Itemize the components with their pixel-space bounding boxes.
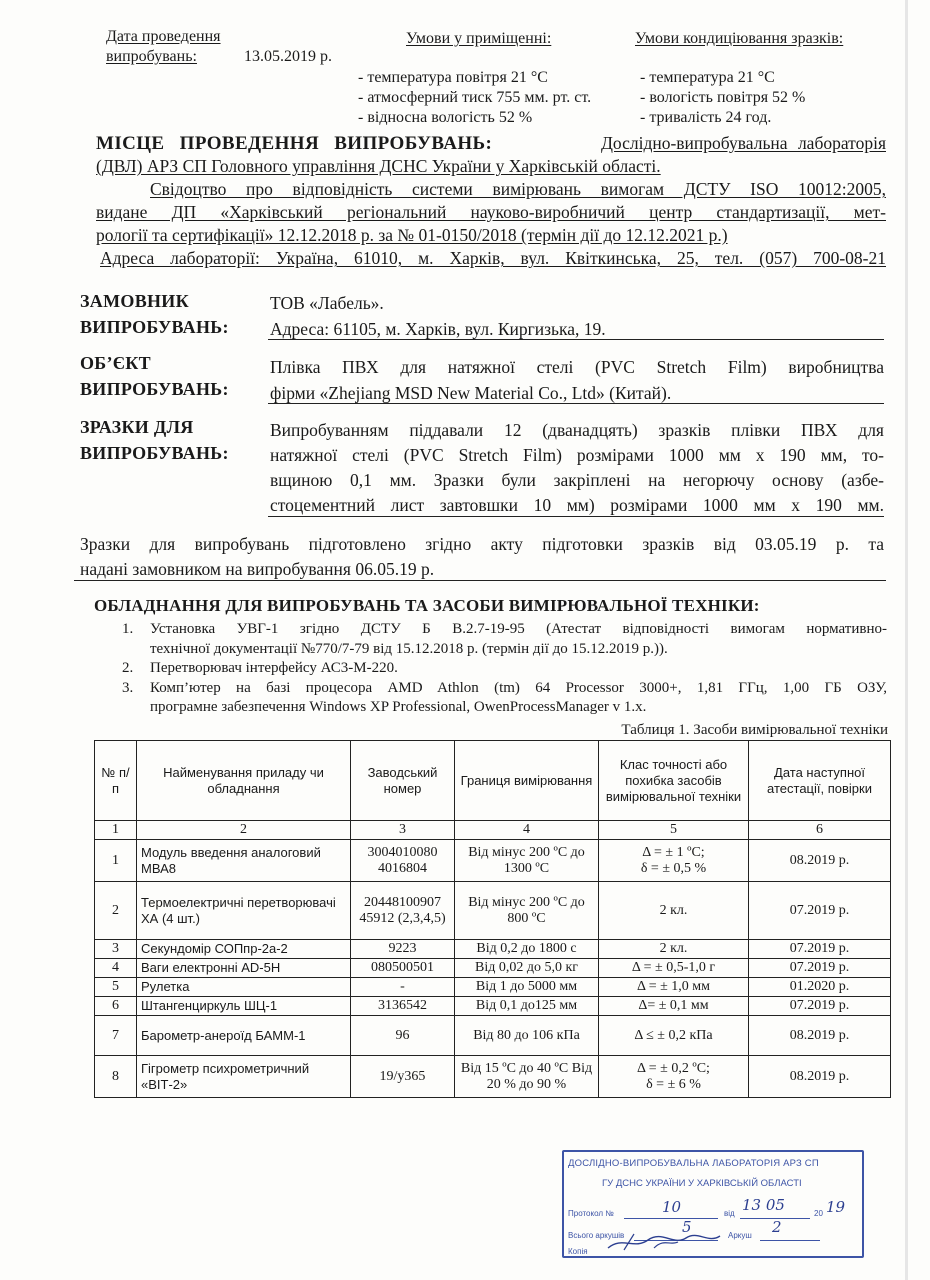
header-cell: Найменування приладу чи обладнання	[137, 741, 351, 821]
test-date: 13.05.2019 р.	[244, 48, 332, 65]
stamp-sheets-label: Всього аркушів	[568, 1231, 625, 1240]
conditioning-list	[640, 68, 805, 128]
room-temp: - температура повітря 21 °С	[358, 69, 548, 86]
stamp-from-label: від	[724, 1209, 735, 1218]
table-row: 1 Модуль введення аналоговий МВА8 3004010080 4016804 Від мінус 200 ºС до 1300 ºС Δ = ± 1 ºС; δ = ± 0,5 % 08.2019 р.	[95, 840, 891, 882]
stamp-year: 19	[826, 1198, 846, 1216]
cond-duration: - тривалість 24 год.	[640, 109, 772, 126]
stamp-date: 13 05	[742, 1196, 785, 1214]
table-row: 5 Рулетка - Від 1 до 5000 мм Δ = ± 1,0 мм 01.2020 р.	[95, 978, 891, 997]
lab-address: Адреса лабораторії: Україна, 61010, м. Харків, вул. Квіткинська, 25, тел. (057) 700-08-21	[100, 248, 886, 268]
samples-label: ЗРАЗКИ ДЛЯ ВИПРОБУВАНЬ:	[80, 417, 229, 463]
date-label-2: випробувань:	[106, 48, 197, 65]
table-number-row: 1 2 3 4 5 6	[95, 821, 891, 840]
scan-edge	[905, 0, 908, 1280]
room-conditions-list	[358, 68, 591, 128]
place-text-2: (ДВЛ) АРЗ СП Головного управління ДСНС України у Харківській області.	[96, 156, 661, 176]
stamp-protocol-number: 10	[662, 1198, 682, 1216]
conditioning-title: Умови кондиціювання зразків:	[635, 30, 844, 47]
stamp-line-2: ГУ ДСНС УКРАЇНИ У ХАРКІВСЬКІЙ ОБЛАСТІ	[602, 1178, 802, 1189]
instruments-table	[94, 740, 891, 1098]
object-line-1: Плівка ПВХ для натяжної стелі (PVC Stretch Film) виробництва	[270, 357, 884, 377]
stamp-year-prefix: 20	[814, 1209, 823, 1218]
place-block	[96, 132, 886, 270]
table-row: 6 Штангенциркуль ШЦ-1 3136542 Від 0,1 до125 мм Δ= ± 0,1 мм 07.2019 р.	[95, 997, 891, 1016]
object-text	[270, 354, 884, 406]
equipment-item-3: Комп’ютер на базі процесора AMD Athlon (tm) 64 Processor 3000+, 1,81 ГГц, 1,00 ГБ ОЗУ,	[150, 679, 887, 696]
samples-line-2: натяжної стелі (PVC Stretch Film) розмірами 1000 мм х 190 мм, то-	[270, 445, 884, 465]
cert-line-2: видане ДП «Харківський регіональний науково-виробничий центр стандартизації, мет-	[96, 202, 886, 222]
room-conditions-title: Умови у приміщенні:	[406, 30, 552, 47]
samples-line-3: вщиною 0,1 мм. Зразки були закріплені на негорючу основу (азбе-	[270, 470, 884, 490]
prep-text	[80, 532, 884, 582]
room-humidity: - відносна вологість 52 %	[358, 109, 533, 126]
customer-name: ТОВ «Лабель».	[270, 293, 384, 313]
customer-address: Адреса: 61105, м. Харків, вул. Киргизька, 19.	[270, 319, 606, 339]
cert-line-1: Свідоцтво про відповідність системи вимірювань вимогам ДСТУ ISO 10012:2005,	[150, 179, 886, 199]
place-label: МІСЦЕ ПРОВЕДЕННЯ ВИПРОБУВАНЬ:	[96, 133, 493, 154]
cond-humidity: - вологість повітря 52 %	[640, 89, 806, 106]
customer-label: ЗАМОВНИК ВИПРОБУВАНЬ:	[80, 291, 229, 337]
room-pressure: - атмосферний тиск 755 мм. рт. ст.	[358, 89, 592, 106]
prep-line-1: Зразки для випробувань підготовлено згідно акту підготовки зразків від 03.05.19 р. та	[80, 534, 884, 554]
equipment-title: ОБЛАДНАННЯ ДЛЯ ВИПРОБУВАНЬ ТА ЗАСОБИ ВИМІРЮВАЛЬНОЇ ТЕХНІКИ:	[94, 596, 760, 615]
place-text-1: Дослідно-випробувальна лабораторія	[600, 133, 886, 153]
stamp-protocol-label: Протокол №	[568, 1209, 614, 1218]
header-cell: Дата наступної атестації, повірки	[749, 741, 891, 821]
table-row: 7 Барометр-анероїд БАММ-1 96 Від 80 до 106 кПа Δ ≤ ± 0,2 кПа 08.2019 р.	[95, 1016, 891, 1056]
customer-text	[270, 290, 606, 342]
table-row: 2 Термоелектричні перетворювачі ХА (4 шт.) 20448100907 45912 (2,3,4,5) Від мінус 200 ºС до 800 ºС 2 кл. 07.2019 р.	[95, 882, 891, 940]
object-label: ОБ’ЄКТ ВИПРОБУВАНЬ:	[80, 353, 229, 399]
table-row: 8 Гігрометр психрометричний «ВІТ-2» 19/у365 Від 15 ºС до 40 ºС Від 20 % до 90 % Δ = ± 0,2 ºС; δ = ± 6 % 08.2019 р.	[95, 1056, 891, 1098]
samples-line-1: Випробуванням піддавали 12 (дванадцять) зразків плівки ПВХ для	[270, 420, 884, 440]
prep-line-2: надані замовником на випробування 06.05.19 р.	[80, 559, 435, 579]
equipment-item-2: Перетворювач інтерфейсу АС3-М-220.	[150, 660, 398, 676]
samples-line-4: стоцементний лист завтовшки 10 мм) розмірами 1000 мм х 190 мм.	[270, 495, 884, 515]
header-cell: Границя вимірювання	[455, 741, 599, 821]
stamp-bottom-label: Копія	[568, 1247, 588, 1256]
equipment-item-1: Установка УВГ-1 згідно ДСТУ Б В.2.7-19-95 (Атестат відповідності вимогам нормативно-	[150, 621, 887, 637]
stamp-sheet-label: Аркуш	[728, 1231, 752, 1240]
equipment-list: 1. Установка УВГ-1 згідно ДСТУ Б В.2.7-19-95 (Атестат відповідності вимогам нормативно- технічної документації №770/7-79 від 15.12.2018 р. (термін дії до 15.12.2019 р.)). 2. Перетворювач інтерфейсу АС3-М-220. 3. Комп’ютер на базі процесора AMD Athlon (tm) 64 Processor 3000+, 1,81 ГГц, 1,00 ГБ ОЗУ, програмне забезпечення Windows XP Professional, OwenProcessManager v 1.x.	[122, 621, 887, 715]
lab-stamp	[562, 1150, 864, 1258]
cond-temp: - температура 21 °С	[640, 69, 775, 86]
header-cell: Заводський номер	[351, 741, 455, 821]
date-label: Дата проведення	[106, 28, 221, 45]
table-header-row	[95, 741, 891, 821]
stamp-line-1: ДОСЛІДНО-ВИПРОБУВАЛЬНА ЛАБОРАТОРІЯ АРЗ СП	[568, 1158, 819, 1169]
stamp-sheets: 5	[682, 1218, 692, 1236]
table-caption: Таблиця 1. Засоби вимірювальної техніки	[621, 722, 888, 738]
header-cell: № п/п	[95, 741, 137, 821]
stamp-sheet: 2	[772, 1218, 782, 1236]
cert-line-3: рології та сертифікації» 12.12.2018 р. за № 01-0150/2018 (термін дії до 12.12.2021 р.)	[96, 225, 728, 245]
signature-icon	[604, 1232, 724, 1254]
header-cell: Клас точності або похибка засобів вимірювальної техніки	[599, 741, 749, 821]
object-line-2: фірми «Zhejiang MSD New Material Co., Ltd» (Китай).	[270, 383, 672, 403]
table-row: 3 Секундомір СОПпр-2а-2 9223 Від 0,2 до 1800 с 2 кл. 07.2019 р.	[95, 940, 891, 959]
samples-text	[270, 418, 884, 518]
table-row: 4 Ваги електронні AD-5H 080500501 Від 0,02 до 5,0 кг Δ = ± 0,5-1,0 г 07.2019 р.	[95, 959, 891, 978]
